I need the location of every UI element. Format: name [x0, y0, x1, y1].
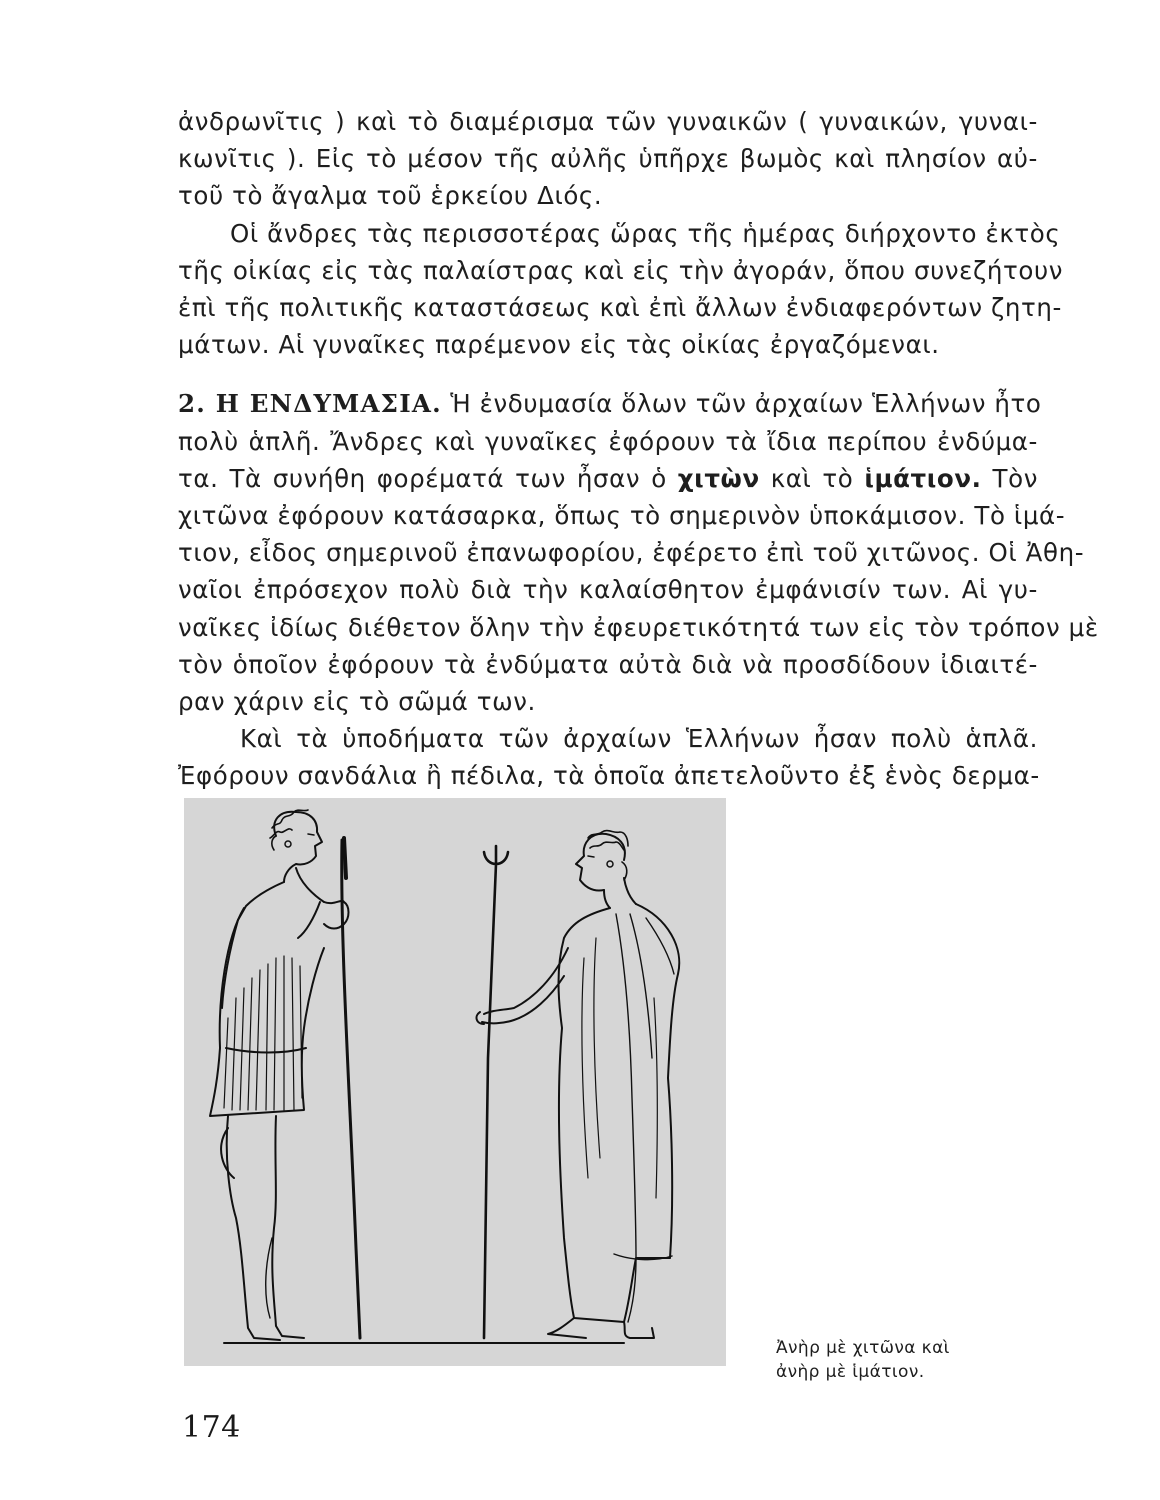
- text-line: πολὺ ἁπλῆ. Ἄνδρες καὶ γυναῖκες ἐφόρουν τὰ ἴδια περίπου ἐνδύμα-: [178, 426, 1038, 456]
- text-line: χιτῶνα ἐφόρουν κατάσαρκα, ὅπως τὸ σημερινὸν ὑποκάμισον. Τὸ ἱμά-: [178, 501, 1066, 531]
- text-line: τιον, εἶδος σημερινοῦ ἐπανωφορίου, ἐφέρετο ἐπὶ τοῦ χιτῶνος. Οἱ Ἀθη-: [178, 538, 1085, 568]
- text-line: μάτων. Αἱ γυναῖκες παρέμενον εἰς τὰς οἰκίας ἐργαζόμεναι.: [178, 330, 940, 360]
- text-line: [178, 177, 1038, 214]
- man-with-chiton: [210, 810, 360, 1340]
- page-number: 174: [182, 1410, 241, 1445]
- paragraph-end-text: τοῦ τὸ ἄγαλμα τοῦ ἑρκείου Διός.: [178, 181, 603, 211]
- text-line: ναῖκες ἰδίως διέθετον ὅλην τὴν ἐφευρετικότητά των εἰς τὸν τρόπον μὲ: [178, 612, 1099, 642]
- term-chiton: χιτὼν: [677, 463, 760, 493]
- text-line: ἀνδρωνῖτις ) καὶ τὸ διαμέρισμα τῶν γυναικῶν ( γυναικών, γυναι-: [178, 107, 1038, 136]
- text-line: ἐπὶ τῆς πολιτικῆς καταστάσεως καὶ ἐπὶ ἄλλων ἐνδιαφερόντων ζητη-: [178, 293, 1062, 323]
- text-line: Ἐφόρουν σανδάλια ἢ πέδιλα, τὰ ὁποῖα ἀπετελοῦντο ἐξ ἑνὸς δερμα-: [178, 761, 1040, 791]
- section-gap: [178, 363, 1038, 385]
- text-span: καὶ τὸ: [759, 463, 865, 493]
- text-line: [178, 460, 1038, 497]
- text-line: ραν χάριν εἰς τὸ σῶμά των.: [178, 687, 536, 717]
- caption-line: Ἀνὴρ μὲ χιτῶνα καὶ: [776, 1338, 950, 1358]
- text-line: τῆς οἰκίας εἰς τὰς παλαίστρας καὶ εἰς τὴν ἀγοράν, ὅπου συνεζήτουν: [178, 255, 1064, 285]
- section-heading-line: [178, 385, 1042, 422]
- figure-caption: [776, 1336, 1006, 1384]
- body-text: [178, 103, 1099, 795]
- man-with-himation: [477, 831, 680, 1338]
- text-line: Οἱ ἄνδρες τὰς περισσοτέρας ὥρας τῆς ἡμέρας διήρχοντο ἐκτὸς: [230, 218, 1061, 248]
- text-line: ναῖοι ἐπρόσεχον πολὺ διὰ τὴν καλαίσθητον ἐμφάνισίν των. Αἱ γυ-: [178, 575, 1038, 605]
- text-span: τα. Τὰ συνήθη φορέματά των ἦσαν ὁ: [178, 463, 678, 493]
- term-himation: ἱμάτιον.: [864, 463, 982, 493]
- text-line: κωνῖτις ). Εἰς τὸ μέσον τῆς αὐλῆς ὑπῆρχε βωμὸς καὶ πλησίον αὐ-: [178, 144, 1038, 174]
- text-span: Τὸν: [981, 463, 1038, 493]
- text-span: Ἡ ἐνδυμασία ὅλων τῶν ἀρχαίων Ἑλλήνων ἦτο: [450, 389, 1042, 419]
- section-heading: 2. Η ΕΝΔΥΜΑΣΙΑ.: [178, 389, 442, 419]
- text-line: Καὶ τὰ ὑποδήματα τῶν ἀρχαίων Ἑλλήνων ἦσαν πολὺ ἁπλᾶ.: [240, 724, 1038, 754]
- men-in-chiton-and-himation-drawing: [184, 798, 726, 1366]
- caption-line: ἀνὴρ μὲ ἱμάτιον.: [776, 1362, 925, 1382]
- figure-illustration: [184, 798, 726, 1366]
- text-line: τὸν ὁποῖον ἐφόρουν τὰ ἐνδύματα αὐτὰ διὰ νὰ προσδίδουν ἰδιαιτέ-: [178, 649, 1038, 679]
